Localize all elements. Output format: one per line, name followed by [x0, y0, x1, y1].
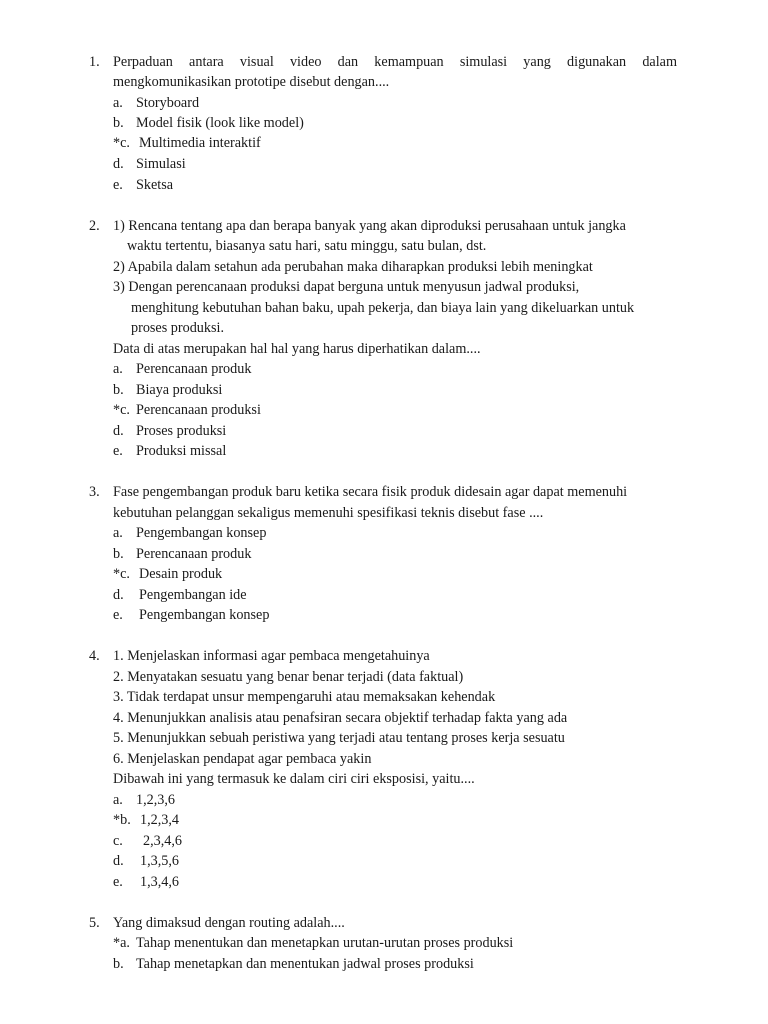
question-stem-line: 5. Menunjukkan sebuah peristiwa yang terjadi atau tentang proses kerja sesuatu — [113, 730, 565, 746]
question-number: 3. — [89, 484, 100, 500]
question-stem-line: kebutuhan pelanggan sekaligus memenuhi spesifikasi teknis disebut fase .... — [113, 505, 544, 521]
option-letter: d. — [113, 587, 124, 603]
option-text: Tahap menentukan dan menetapkan urutan-urutan proses produksi — [136, 935, 514, 951]
option-text: Pengembangan ide — [139, 587, 247, 603]
option-letter: a. — [113, 361, 123, 377]
option-letter: e. — [113, 443, 123, 459]
option-text: Desain produk — [139, 566, 223, 582]
option-text: Perencanaan produk — [136, 546, 252, 562]
question-stem-line: 2) Apabila dalam setahun ada perubahan maka diharapkan produksi lebih meningkat — [113, 259, 593, 275]
question-stem-line: waktu tertentu, biasanya satu hari, satu minggu, satu bulan, dst. — [127, 238, 487, 254]
option-text: Produksi missal — [136, 443, 227, 459]
option-letter: e. — [113, 874, 123, 890]
option-text: Pengembangan konsep — [136, 525, 267, 541]
option-text: 1,2,3,4 — [140, 812, 180, 828]
option-text: Model fisik (look like model) — [136, 115, 304, 131]
option-letter: *c. — [113, 566, 130, 582]
question-stem-line: 1. Menjelaskan informasi agar pembaca mengetahuinya — [113, 648, 430, 664]
option-letter: b. — [113, 546, 124, 562]
option-letter: d. — [113, 853, 124, 869]
option-letter: *c. — [113, 402, 130, 418]
option-letter: b. — [113, 115, 124, 131]
option-letter: d. — [113, 423, 124, 439]
option-text: Pengembangan konsep — [139, 607, 270, 623]
question-stem-line: 3) Dengan perencanaan produksi dapat berguna untuk menyusun jadwal produksi, — [113, 279, 580, 295]
question-stem-line: Fase pengembangan produk baru ketika secara fisik produk didesain agar dapat memenuhi — [113, 484, 628, 500]
option-text: Sketsa — [136, 177, 174, 193]
question-stem-line: Yang dimaksud dengan routing adalah.... — [113, 915, 345, 931]
option-letter: *c. — [113, 135, 130, 151]
option-letter: a. — [113, 95, 123, 111]
option-letter: e. — [113, 177, 123, 193]
question-number: 5. — [89, 915, 100, 931]
option-text: Tahap menetapkan dan menentukan jadwal proses produksi — [136, 956, 474, 972]
option-text: 2,3,4,6 — [143, 833, 183, 849]
option-text: Storyboard — [136, 95, 200, 111]
option-text: 1,2,3,6 — [136, 792, 176, 808]
option-letter: d. — [113, 156, 124, 172]
question-stem-line: 4. Menunjukkan analisis atau penafsiran secara objektif terhadap fakta yang ada — [113, 710, 568, 726]
option-text: Multimedia interaktif — [139, 135, 261, 151]
option-text: Biaya produksi — [136, 382, 223, 398]
question-stem-line: 1) Rencana tentang apa dan berapa banyak yang akan diproduksi perusahaan untuk jangka — [113, 218, 626, 234]
question-stem-line: proses produksi. — [131, 320, 225, 336]
question-stem-line: 6. Menjelaskan pendapat agar pembaca yakin — [113, 751, 372, 767]
option-text: Simulasi — [136, 156, 186, 172]
option-letter: *a. — [113, 935, 130, 951]
question-stem-line: 3. Tidak terdapat unsur mempengaruhi atau memaksakan kehendak — [113, 689, 496, 705]
question-stem-line: Perpaduan antara visual video dan kemampuan simulasi yang digunakan dalam — [113, 54, 677, 70]
question-stem-line: menghitung kebutuhan bahan baku, upah pekerja, dan biaya lain yang dikeluarkan untuk — [131, 300, 635, 316]
question-stem-line: Dibawah ini yang termasuk ke dalam ciri ciri eksposisi, yaitu.... — [113, 771, 475, 787]
option-letter: a. — [113, 525, 123, 541]
option-letter: e. — [113, 607, 123, 623]
option-letter: a. — [113, 792, 123, 808]
option-text: 1,3,5,6 — [140, 853, 180, 869]
option-letter: b. — [113, 956, 124, 972]
option-letter: b. — [113, 382, 124, 398]
option-text: 1,3,4,6 — [140, 874, 180, 890]
question-number: 4. — [89, 648, 100, 664]
option-letter: *b. — [113, 812, 131, 828]
option-text: Proses produksi — [136, 423, 227, 439]
option-letter: c. — [113, 833, 123, 849]
question-number: 2. — [89, 218, 100, 234]
option-text: Perencanaan produk — [136, 361, 252, 377]
option-text: Perencanaan produksi — [136, 402, 261, 418]
question-stem-line: mengkomunikasikan prototipe disebut dengan.... — [113, 74, 390, 90]
question-number: 1. — [89, 54, 100, 70]
question-stem-line: 2. Menyatakan sesuatu yang benar benar terjadi (data faktual) — [113, 669, 464, 685]
question-stem-line: Data di atas merupakan hal hal yang harus diperhatikan dalam.... — [113, 341, 481, 357]
